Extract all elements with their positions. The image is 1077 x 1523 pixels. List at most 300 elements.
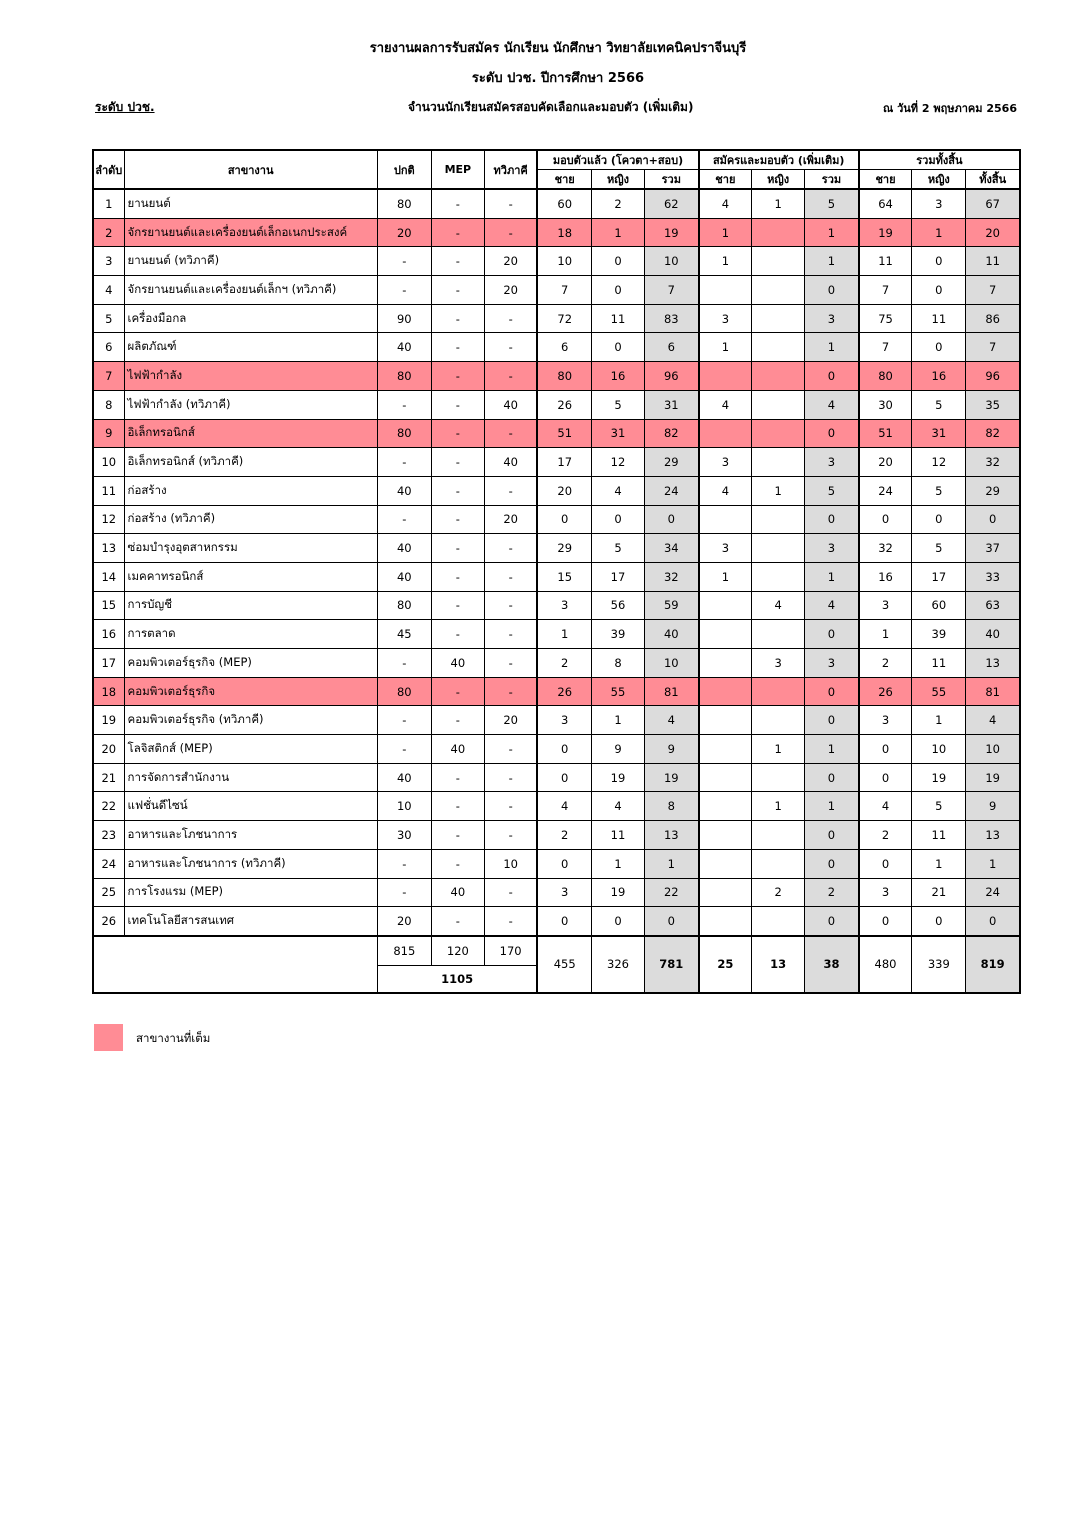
cell-f2 (752, 419, 805, 448)
cell-name: เครื่องมือกล (124, 304, 377, 333)
cell-mep: - (431, 448, 484, 477)
cell-f1: 1 (591, 706, 644, 735)
total-regular: 815 (377, 936, 431, 965)
cell-reg: - (377, 878, 431, 907)
cell-name: ไฟฟ้ากำลัง (ทวิภาคี) (124, 390, 377, 419)
cell-s3: 33 (966, 562, 1020, 591)
cell-dual: 20 (484, 247, 537, 276)
cell-dual: - (484, 735, 537, 764)
cell-m2: 4 (699, 390, 752, 419)
cell-s2: 1 (805, 562, 859, 591)
cell-f2: 3 (752, 649, 805, 678)
cell-m3: 7 (859, 276, 912, 305)
cell-m3: 0 (859, 907, 912, 936)
cell-f2 (752, 276, 805, 305)
cell-s1: 83 (645, 304, 699, 333)
cell-s1: 34 (645, 534, 699, 563)
cell-m1: 26 (537, 390, 591, 419)
col-female: หญิง (591, 170, 644, 190)
cell-dual: 10 (484, 849, 537, 878)
cell-name: อาหารและโภชนาการ (ทวิภาคี) (124, 849, 377, 878)
cell-reg: 80 (377, 677, 431, 706)
cell-m2 (699, 677, 752, 706)
cell-mep: - (431, 562, 484, 591)
cell-m1: 26 (537, 677, 591, 706)
cell-s1: 8 (645, 792, 699, 821)
cell-m1: 2 (537, 649, 591, 678)
cell-name: ก่อสร้าง (ทวิภาคี) (124, 505, 377, 534)
col-male: ชาย (537, 170, 591, 190)
cell-f2: 2 (752, 878, 805, 907)
cell-f3: 10 (912, 735, 966, 764)
cell-mep: - (431, 534, 484, 563)
cell-no: 25 (93, 878, 124, 907)
cell-name: ผลิตภัณฑ์ (124, 333, 377, 362)
cell-no: 24 (93, 849, 124, 878)
cell-reg: 10 (377, 792, 431, 821)
cell-m1: 0 (537, 763, 591, 792)
cell-no: 20 (93, 735, 124, 764)
table-row (93, 763, 1020, 792)
table-row (93, 218, 1020, 247)
cell-s3: 13 (966, 821, 1020, 850)
cell-mep: - (431, 390, 484, 419)
cell-s1: 1 (645, 849, 699, 878)
cell-name: คอมพิวเตอร์ธุรกิจ (ทวิภาคี) (124, 706, 377, 735)
cell-mep: - (431, 591, 484, 620)
cell-dual: 40 (484, 390, 537, 419)
total-mep: 120 (431, 936, 484, 965)
cell-f1: 17 (591, 562, 644, 591)
cell-f3: 11 (912, 649, 966, 678)
cell-reg: - (377, 390, 431, 419)
cell-m1: 1 (537, 620, 591, 649)
cell-no: 19 (93, 706, 124, 735)
total-m3: 480 (859, 936, 912, 993)
cell-f2: 1 (752, 735, 805, 764)
cell-m2 (699, 419, 752, 448)
cell-f1: 1 (591, 849, 644, 878)
cell-f3: 5 (912, 534, 966, 563)
cell-m1: 80 (537, 362, 591, 391)
cell-reg: - (377, 276, 431, 305)
cell-reg: 90 (377, 304, 431, 333)
cell-f1: 11 (591, 821, 644, 850)
cell-mep: - (431, 677, 484, 706)
cell-s2: 3 (805, 649, 859, 678)
cell-m2 (699, 620, 752, 649)
cell-mep: - (431, 476, 484, 505)
cell-f2 (752, 821, 805, 850)
cell-s2: 3 (805, 534, 859, 563)
cell-dual: - (484, 333, 537, 362)
cell-s1: 32 (645, 562, 699, 591)
cell-no: 7 (93, 362, 124, 391)
cell-s2: 1 (805, 735, 859, 764)
cell-mep: - (431, 907, 484, 936)
cell-m2: 1 (699, 562, 752, 591)
cell-f2 (752, 706, 805, 735)
cell-reg: 80 (377, 591, 431, 620)
cell-f2 (752, 505, 805, 534)
cell-no: 23 (93, 821, 124, 850)
cell-m2 (699, 878, 752, 907)
cell-f1: 0 (591, 505, 644, 534)
cell-name: เมคคาทรอนิกส์ (124, 562, 377, 591)
cell-f3: 0 (912, 333, 966, 362)
col-female: หญิง (912, 170, 966, 190)
cell-f1: 0 (591, 276, 644, 305)
cell-reg: 40 (377, 763, 431, 792)
cell-m3: 32 (859, 534, 912, 563)
cell-name: จักรยานยนต์และเครื่องยนต์เล็กฯ (ทวิภาคี) (124, 276, 377, 305)
cell-s2: 0 (805, 821, 859, 850)
cell-dual: - (484, 763, 537, 792)
cell-f3: 5 (912, 476, 966, 505)
cell-s2: 0 (805, 677, 859, 706)
table-row (93, 907, 1020, 936)
cell-mep: - (431, 849, 484, 878)
cell-no: 1 (93, 189, 124, 218)
cell-s3: 9 (966, 792, 1020, 821)
cell-m3: 3 (859, 706, 912, 735)
cell-f1: 19 (591, 763, 644, 792)
cell-f2 (752, 562, 805, 591)
col-group-additional: สมัครและมอบตัว (เพิ่มเติม) (699, 150, 859, 170)
cell-s1: 24 (645, 476, 699, 505)
cell-m2: 1 (699, 218, 752, 247)
cell-name: ยานยนต์ (124, 189, 377, 218)
cell-f3: 16 (912, 362, 966, 391)
cell-f3: 1 (912, 849, 966, 878)
cell-f1: 19 (591, 878, 644, 907)
col-group-enrolled: มอบตัวแล้ว (โควตา+สอบ) (537, 150, 698, 170)
cell-reg: 80 (377, 419, 431, 448)
cell-m2: 1 (699, 247, 752, 276)
level-label: ระดับ ปวช. (95, 100, 155, 114)
cell-f3: 55 (912, 677, 966, 706)
cell-f1: 4 (591, 476, 644, 505)
cell-f2: 1 (752, 189, 805, 218)
cell-s3: 10 (966, 735, 1020, 764)
cell-s3: 81 (966, 677, 1020, 706)
cell-no: 21 (93, 763, 124, 792)
cell-reg: - (377, 735, 431, 764)
cell-m2 (699, 649, 752, 678)
table-row (93, 304, 1020, 333)
cell-no: 11 (93, 476, 124, 505)
cell-f3: 0 (912, 505, 966, 534)
cell-f3: 3 (912, 189, 966, 218)
total-s1: 781 (645, 936, 699, 993)
cell-m1: 3 (537, 878, 591, 907)
cell-f2: 1 (752, 476, 805, 505)
cell-name: ก่อสร้าง (124, 476, 377, 505)
cell-m3: 64 (859, 189, 912, 218)
cell-s1: 59 (645, 591, 699, 620)
cell-mep: - (431, 304, 484, 333)
total-s3: 819 (966, 936, 1020, 993)
table-row (93, 620, 1020, 649)
cell-m3: 3 (859, 591, 912, 620)
total-f1: 326 (591, 936, 644, 993)
cell-f1: 11 (591, 304, 644, 333)
cell-f1: 56 (591, 591, 644, 620)
cell-reg: - (377, 649, 431, 678)
cell-dual: - (484, 562, 537, 591)
cell-s3: 7 (966, 276, 1020, 305)
col-sum: รวม (645, 170, 699, 190)
cell-mep: - (431, 763, 484, 792)
cell-m2: 3 (699, 534, 752, 563)
cell-f1: 31 (591, 419, 644, 448)
cell-s2: 0 (805, 362, 859, 391)
cell-reg: - (377, 505, 431, 534)
cell-reg: 40 (377, 476, 431, 505)
cell-name: จักรยานยนต์และเครื่องยนต์เล็กอเนกประสงค์ (124, 218, 377, 247)
cell-name: การตลาด (124, 620, 377, 649)
cell-s1: 29 (645, 448, 699, 477)
total-f2: 13 (752, 936, 805, 993)
cell-dual: - (484, 878, 537, 907)
report-date: ณ วันที่ 2 พฤษภาคม 2566 (883, 102, 1017, 115)
col-group-total: รวมทั้งสิ้น (859, 150, 1020, 170)
col-male: ชาย (699, 170, 752, 190)
cell-reg: 80 (377, 189, 431, 218)
table-row (93, 677, 1020, 706)
cell-f3: 31 (912, 419, 966, 448)
cell-f1: 4 (591, 792, 644, 821)
cell-m3: 3 (859, 878, 912, 907)
cell-m2: 4 (699, 189, 752, 218)
cell-m3: 7 (859, 333, 912, 362)
cell-dual: - (484, 419, 537, 448)
cell-s3: 40 (966, 620, 1020, 649)
cell-f2 (752, 247, 805, 276)
cell-dual: - (484, 649, 537, 678)
table-row (93, 448, 1020, 477)
cell-mep: 40 (431, 878, 484, 907)
cell-f1: 0 (591, 247, 644, 276)
cell-no: 17 (93, 649, 124, 678)
cell-name: ไฟฟ้ากำลัง (124, 362, 377, 391)
cell-dual: - (484, 534, 537, 563)
cell-s1: 13 (645, 821, 699, 850)
cell-name: โลจิสติกส์ (MEP) (124, 735, 377, 764)
cell-mep: - (431, 620, 484, 649)
legend-label: สาขางานที่เต็ม (136, 1031, 211, 1045)
cell-reg: - (377, 448, 431, 477)
cell-m3: 30 (859, 390, 912, 419)
cell-m2 (699, 792, 752, 821)
cell-f2 (752, 677, 805, 706)
cell-s3: 11 (966, 247, 1020, 276)
cell-m3: 75 (859, 304, 912, 333)
cell-f3: 12 (912, 448, 966, 477)
cell-name: อิเล็กทรอนิกส์ (124, 419, 377, 448)
cell-s2: 0 (805, 907, 859, 936)
cell-s1: 0 (645, 505, 699, 534)
cell-m1: 0 (537, 505, 591, 534)
cell-f2: 4 (752, 591, 805, 620)
cell-m2 (699, 849, 752, 878)
col-dept: สาขางาน (124, 150, 377, 189)
cell-f2 (752, 849, 805, 878)
cell-f2 (752, 218, 805, 247)
cell-no: 13 (93, 534, 124, 563)
cell-s3: 82 (966, 419, 1020, 448)
cell-f2 (752, 907, 805, 936)
cell-m2 (699, 276, 752, 305)
cell-f3: 1 (912, 218, 966, 247)
cell-f3: 60 (912, 591, 966, 620)
cell-s1: 10 (645, 247, 699, 276)
cell-reg: - (377, 706, 431, 735)
table-row (93, 591, 1020, 620)
cell-m1: 3 (537, 706, 591, 735)
cell-no: 16 (93, 620, 124, 649)
cell-dual: - (484, 591, 537, 620)
cell-mep: - (431, 218, 484, 247)
cell-s3: 29 (966, 476, 1020, 505)
cell-s2: 4 (805, 591, 859, 620)
cell-s3: 24 (966, 878, 1020, 907)
cell-m1: 18 (537, 218, 591, 247)
cell-dual: - (484, 677, 537, 706)
col-dual: ทวิภาคี (484, 150, 537, 189)
cell-name: ยานยนต์ (ทวิภาคี) (124, 247, 377, 276)
cell-s2: 3 (805, 448, 859, 477)
cell-f1: 5 (591, 534, 644, 563)
cell-reg: - (377, 247, 431, 276)
cell-dual: - (484, 907, 537, 936)
table-row (93, 390, 1020, 419)
cell-s2: 1 (805, 792, 859, 821)
cell-s1: 82 (645, 419, 699, 448)
cell-s2: 0 (805, 276, 859, 305)
table-row (93, 362, 1020, 391)
cell-m1: 10 (537, 247, 591, 276)
cell-m1: 20 (537, 476, 591, 505)
cell-dual: - (484, 821, 537, 850)
cell-f1: 0 (591, 907, 644, 936)
cell-m2: 3 (699, 304, 752, 333)
cell-m2 (699, 706, 752, 735)
cell-m3: 16 (859, 562, 912, 591)
cell-reg: 40 (377, 562, 431, 591)
totals-label-cell (93, 936, 377, 993)
cell-m1: 6 (537, 333, 591, 362)
cell-f1: 55 (591, 677, 644, 706)
cell-m2 (699, 907, 752, 936)
cell-reg: 30 (377, 821, 431, 850)
cell-m3: 19 (859, 218, 912, 247)
cell-reg: - (377, 849, 431, 878)
cell-no: 9 (93, 419, 124, 448)
cell-name: การโรงแรม (MEP) (124, 878, 377, 907)
cell-f3: 1 (912, 706, 966, 735)
cell-s1: 96 (645, 362, 699, 391)
cell-m1: 4 (537, 792, 591, 821)
table-row (93, 476, 1020, 505)
cell-f1: 5 (591, 390, 644, 419)
cell-m1: 60 (537, 189, 591, 218)
cell-s1: 4 (645, 706, 699, 735)
cell-f2: 1 (752, 792, 805, 821)
cell-s1: 31 (645, 390, 699, 419)
cell-f1: 12 (591, 448, 644, 477)
cell-m1: 3 (537, 591, 591, 620)
cell-f3: 17 (912, 562, 966, 591)
cell-s1: 40 (645, 620, 699, 649)
cell-s2: 5 (805, 189, 859, 218)
cell-s1: 7 (645, 276, 699, 305)
cell-m2: 1 (699, 333, 752, 362)
cell-no: 2 (93, 218, 124, 247)
cell-m2 (699, 763, 752, 792)
cell-m3: 0 (859, 763, 912, 792)
cell-no: 15 (93, 591, 124, 620)
col-mep: MEP (431, 150, 484, 189)
cell-s2: 2 (805, 878, 859, 907)
cell-f1: 16 (591, 362, 644, 391)
cell-s2: 0 (805, 849, 859, 878)
cell-mep: - (431, 333, 484, 362)
cell-mep: - (431, 247, 484, 276)
cell-mep: - (431, 505, 484, 534)
cell-m3: 4 (859, 792, 912, 821)
cell-no: 6 (93, 333, 124, 362)
cell-s2: 4 (805, 390, 859, 419)
cell-s2: 0 (805, 620, 859, 649)
table-row (93, 333, 1020, 362)
cell-no: 5 (93, 304, 124, 333)
cell-f1: 39 (591, 620, 644, 649)
cell-m1: 0 (537, 907, 591, 936)
cell-f3: 5 (912, 390, 966, 419)
table-row (93, 562, 1020, 591)
cell-f1: 1 (591, 218, 644, 247)
cell-dual: - (484, 218, 537, 247)
cell-s2: 0 (805, 706, 859, 735)
cell-s2: 0 (805, 419, 859, 448)
cell-s3: 37 (966, 534, 1020, 563)
cell-s1: 10 (645, 649, 699, 678)
col-no: ลำดับ (93, 150, 124, 189)
cell-f2 (752, 534, 805, 563)
cell-s1: 62 (645, 189, 699, 218)
cell-dual: 20 (484, 505, 537, 534)
cell-s2: 1 (805, 218, 859, 247)
cell-f3: 11 (912, 304, 966, 333)
cell-s1: 22 (645, 878, 699, 907)
cell-s3: 35 (966, 390, 1020, 419)
cell-m3: 2 (859, 649, 912, 678)
cell-m2 (699, 821, 752, 850)
cell-f3: 0 (912, 276, 966, 305)
cell-name: อาหารและโภชนาการ (124, 821, 377, 850)
cell-m3: 0 (859, 735, 912, 764)
table-row (93, 276, 1020, 305)
cell-no: 12 (93, 505, 124, 534)
table-row (93, 792, 1020, 821)
cell-f3: 5 (912, 792, 966, 821)
cell-f2 (752, 448, 805, 477)
col-male: ชาย (859, 170, 912, 190)
cell-f2 (752, 390, 805, 419)
cell-s3: 13 (966, 649, 1020, 678)
cell-f3: 0 (912, 907, 966, 936)
